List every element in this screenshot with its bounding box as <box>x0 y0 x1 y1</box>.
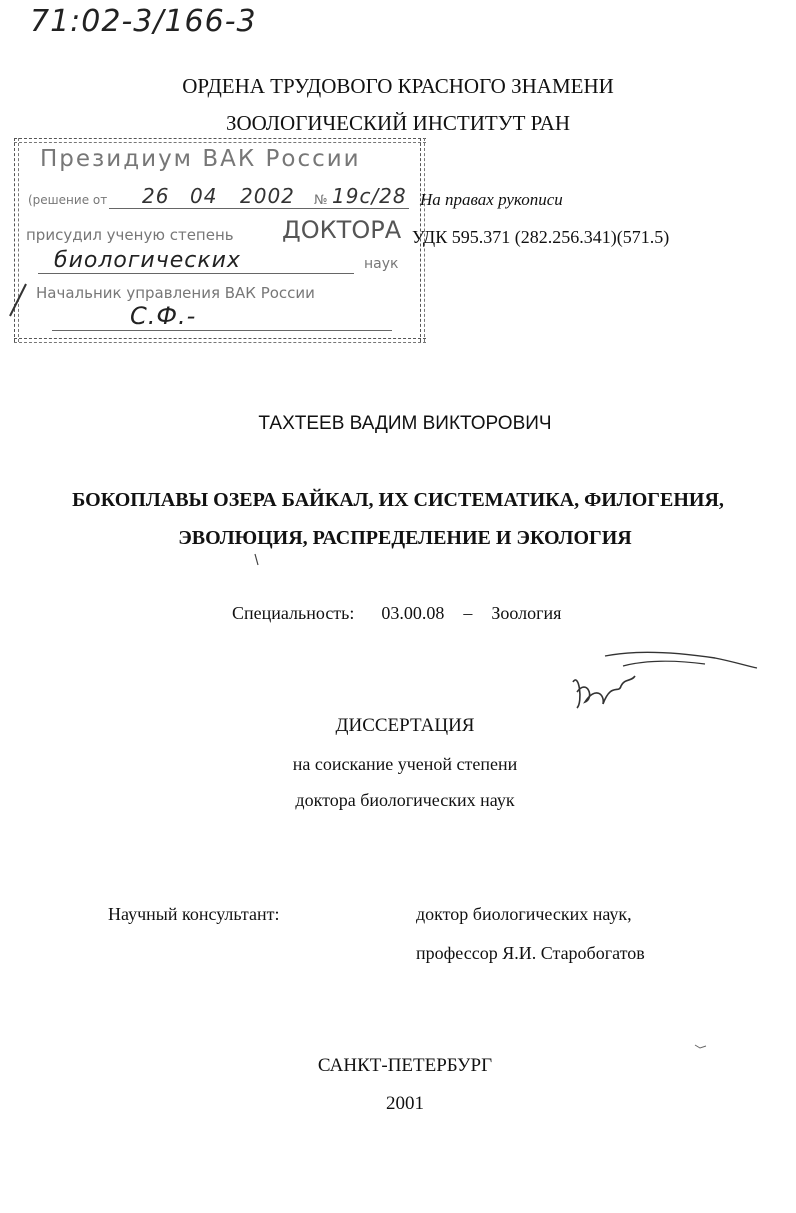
city: САНКТ-ПЕТЕРБУРГ <box>317 1055 493 1076</box>
specialty-name: Зоология <box>491 603 562 623</box>
stamp-decision-year: 2002 <box>240 184 295 208</box>
stamp-decision-day: 26 <box>142 184 170 208</box>
author-name: ТАХТЕЕВ ВАДИМ ВИКТОРОВИЧ <box>258 413 552 434</box>
vak-stamp <box>14 138 426 344</box>
stamp-decision-prefix: (решение от <box>28 193 108 207</box>
stamp-degree: ДОКТОРА <box>282 216 402 244</box>
archive-number: 71:02-3/166-3 <box>30 4 257 39</box>
stamp-title: Президиум ВАК России <box>40 146 361 172</box>
manuscript-note: На правах рукописи <box>420 190 563 209</box>
stamp-decision-month: 04 <box>190 184 218 208</box>
title-line-2: ЭВОЛЮЦИЯ, РАСПРЕДЕЛЕНИЕ И ЭКОЛОГИЯ <box>178 527 632 549</box>
org-line-1: ОРДЕНА ТРУДОВОГО КРАСНОГО ЗНАМЕНИ <box>182 74 614 98</box>
specialty-row <box>232 603 561 624</box>
work-type: ДИССЕРТАЦИЯ <box>335 715 475 736</box>
stamp-head-line: Начальник управления ВАК России <box>36 284 315 302</box>
author-signature <box>565 642 765 714</box>
stamp-science: биологических <box>54 248 241 273</box>
purpose-line-1: на соискание ученой степени <box>292 754 518 774</box>
stamp-awarded-line: присудил ученую степень <box>26 226 234 244</box>
advisor-degree: доктор биологических наук, <box>416 904 632 924</box>
specialty-code: 03.00.08 <box>381 603 445 623</box>
specialty-dash: – <box>463 603 473 623</box>
stamp-decision-no-prefix: № <box>314 193 328 208</box>
advisor-label: Научный консультант: <box>108 904 280 924</box>
specialty-label: Специальность: <box>232 603 355 623</box>
stamp-science-suffix: наук <box>364 256 399 272</box>
udc-code: УДК 595.371 (282.256.341)(571.5) <box>412 227 670 247</box>
small-mark <box>694 1042 708 1052</box>
stamp-decision-no: 19с/28 <box>332 184 407 208</box>
advisor-name: профессор Я.И. Старобогатов <box>416 943 645 963</box>
stray-mark <box>252 552 262 568</box>
pen-stroke-mark <box>4 280 34 320</box>
org-line-2: ЗООЛОГИЧЕСКИЙ ИНСТИТУТ РАН <box>225 111 571 135</box>
purpose-line-2: доктора биологических наук <box>295 790 515 810</box>
title-line-1: БОКОПЛАВЫ ОЗЕРА БАЙКАЛ, ИХ СИСТЕМАТИКА, ФИЛОГЕНИЯ, <box>72 489 724 511</box>
stamp-head-signature: С.Ф.- <box>130 302 197 330</box>
year: 2001 <box>386 1093 424 1114</box>
